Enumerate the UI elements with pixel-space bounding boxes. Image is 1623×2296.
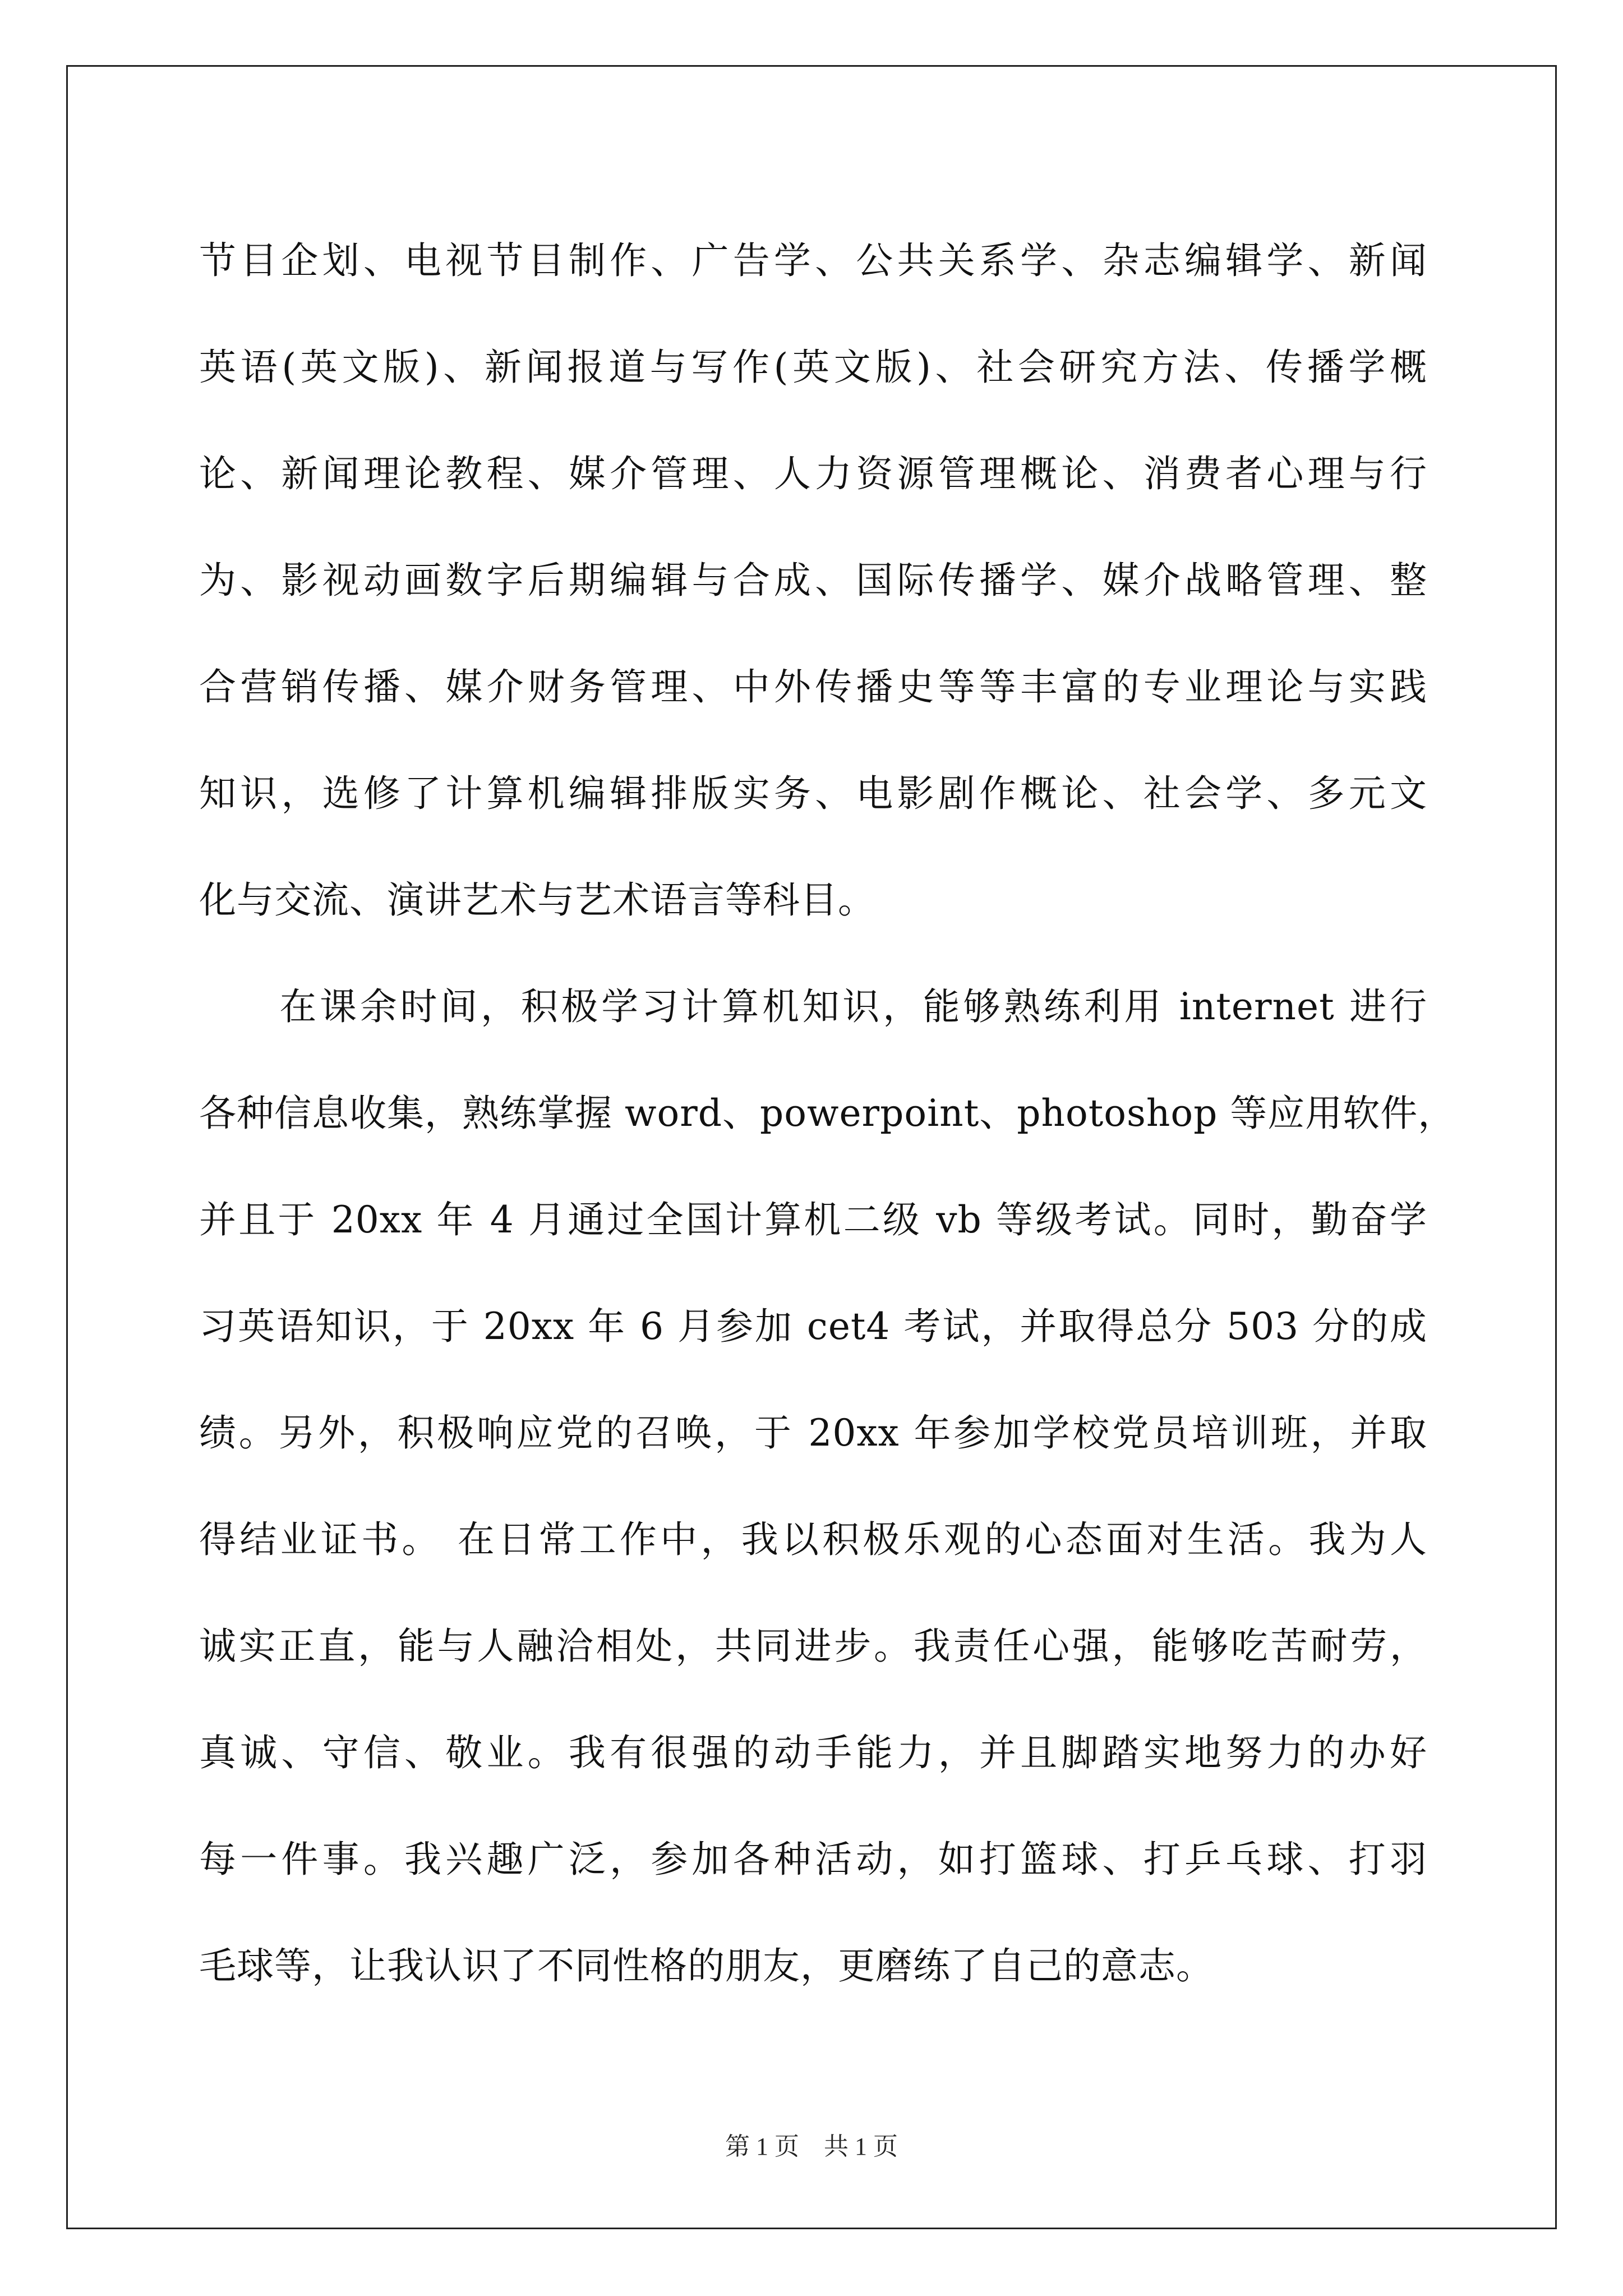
- text-line-17: 毛球等，让我认识了不同性格的朋友，更磨练了自己的意志。: [199, 1944, 1214, 1987]
- text-line-12: 绩。另外，积极响应党的召唤，于 20xx 年参加学校党员培训班，并取: [199, 1411, 1427, 1455]
- text-line-8: 在课余时间，积极学习计算机知识，能够熟练利用 internet 进行: [199, 985, 1427, 1028]
- document-body: [199, 208, 1456, 2019]
- text-line-1: 节目企划、电视节目制作、广告学、公共关系学、杂志编辑学、新闻: [199, 239, 1427, 282]
- text-line-16: 每一件事。我兴趣广泛，参加各种活动，如打篮球、打乒乓球、打羽: [199, 1838, 1427, 1881]
- text-line-6: 知识，选修了计算机编辑排版实务、电影剧作概论、社会学、多元文: [199, 772, 1427, 815]
- text-line-9: 各种信息收集，熟练掌握 word、powerpoint、photoshop 等应用软件，: [199, 1092, 1456, 1135]
- text-line-10: 并且于 20xx 年 4 月通过全国计算机二级 vb 等级考试。同时，勤奋学: [199, 1198, 1427, 1241]
- text-line-5: 合营销传播、媒介财务管理、中外传播史等等丰富的专业理论与实践: [199, 665, 1427, 708]
- text-line-11: 习英语知识，于 20xx 年 6 月参加 cet4 考试，并取得总分 503 分的成: [199, 1305, 1427, 1348]
- text-line-15: 真诚、守信、敬业。我有很强的动手能力，并且脚踏实地努力的办好: [199, 1731, 1427, 1774]
- text-line-3: 论、新闻理论教程、媒介管理、人力资源管理概论、消费者心理与行: [199, 452, 1427, 495]
- page-indicator: 第 1 页 共 1 页: [725, 2133, 898, 2160]
- text-line-4: 为、影视动画数字后期编辑与合成、国际传播学、媒介战略管理、整: [199, 559, 1427, 602]
- text-line-13: 得结业证书。 在日常工作中，我以积极乐观的心态面对生活。我为人: [199, 1518, 1427, 1561]
- text-line-14: 诚实正直，能与人融洽相处，共同进步。我责任心强，能够吃苦耐劳，: [199, 1625, 1427, 1668]
- text-line-2: 英语(英文版)、新闻报道与写作(英文版)、社会研究方法、传播学概: [199, 346, 1427, 389]
- text-line-7: 化与交流、演讲艺术与艺术语言等科目。: [199, 878, 875, 922]
